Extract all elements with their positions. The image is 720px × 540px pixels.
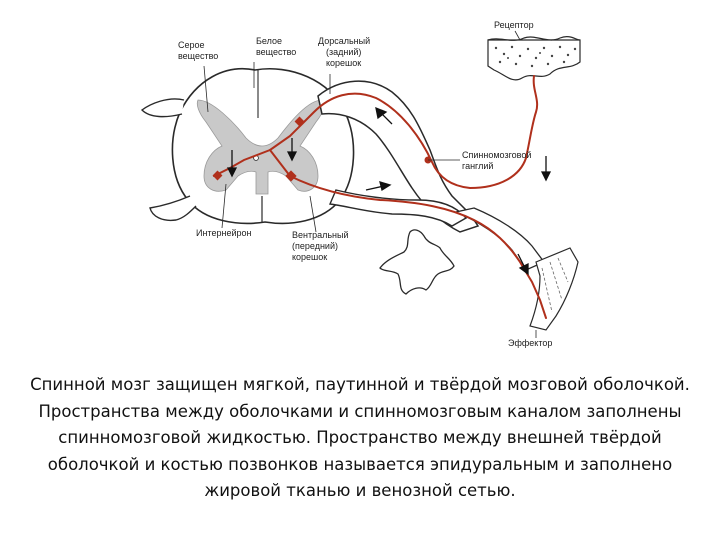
label-spinal-ganglion-2: ганглий — [462, 161, 494, 171]
caption-line-2: Пространства между оболочками и спинномозговым каналом заполнены — [38, 401, 682, 421]
label-interneuron: Интернейрон — [196, 228, 252, 238]
caption-line-4: оболочкой и костью позвонков называется эпидуральным и заполнено — [47, 454, 673, 474]
label-dorsal-root-1: Дорсальный — [318, 36, 371, 46]
left-dorsal-root — [142, 99, 184, 117]
left-ventral-root — [150, 196, 196, 220]
label-ventral-root-2: (передний) — [292, 241, 338, 251]
label-gray-matter-1: Серое — [178, 40, 205, 50]
label-effector: Эффектор — [508, 338, 553, 348]
label-white-matter-1: Белое — [256, 36, 282, 46]
label-dorsal-root-2: (задний) — [326, 47, 362, 57]
caption-line-1: Спинной мозг защищен мягкой, паутинной и твёрдой мозговой оболочкой. — [30, 375, 690, 394]
vertebra-fragment — [380, 230, 454, 294]
label-receptor: Рецептор — [494, 20, 534, 30]
label-ventral-root-3: корешок — [292, 252, 328, 262]
label-dorsal-root-3: корешок — [326, 58, 362, 68]
caption-text — [30, 372, 690, 505]
label-white-matter-2: вещество — [256, 47, 297, 57]
label-gray-matter-2: вещество — [178, 51, 219, 61]
caption-line-3: спинномозговой жидкостью. Пространство между внешней твёрдой — [58, 428, 662, 447]
label-ventral-root-1: Вентральный — [292, 230, 349, 240]
receptor-skin — [488, 37, 580, 80]
label-spinal-ganglion-1: Спинномозговой — [462, 150, 532, 160]
caption-line-5: жировой тканью и венозной сетью. — [204, 481, 516, 500]
